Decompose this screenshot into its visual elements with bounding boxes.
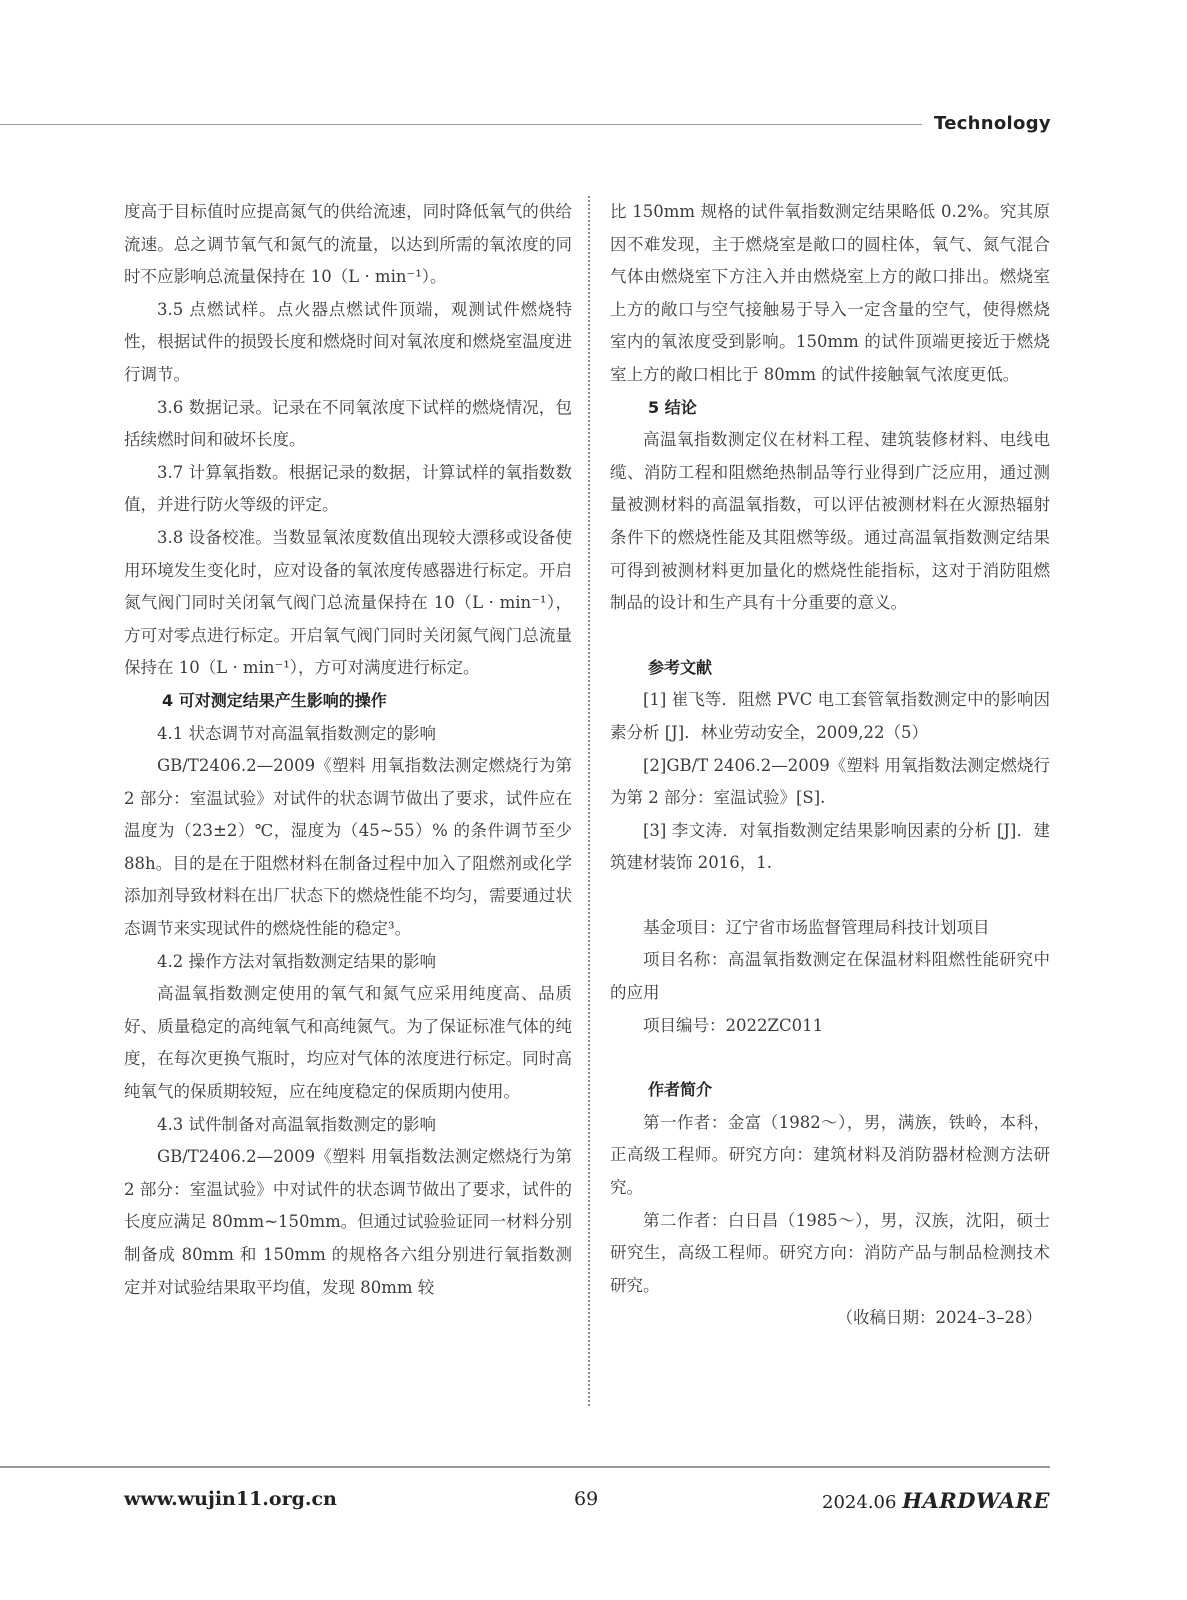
subsection-heading: 4.3 试件制备对高温氧指数测定的影响 [157,1114,436,1134]
right-column [610,196,1050,1335]
reference-item: [3] 李文涛．对氧指数测定结果影响因素的分析 [J]．建筑建材装饰 2016，1. [610,820,1050,873]
paragraph: 3.6 数据记录。记录在不同氧浓度下试样的燃烧情况，包括续燃时间和破坏长度。 [124,397,572,450]
footer-issue [822,1488,1050,1513]
received-date: （收稿日期：2024–3–28） [836,1308,1042,1328]
section-tag: Technology [934,113,1051,134]
reference-item: [2]GB/T 2406.2—2009《塑料 用氧指数法测定燃烧行为第 2 部分：室温试验》[S]. [610,755,1050,808]
magazine-name: HARDWARE [902,1488,1050,1513]
subsection-heading: 4.2 操作方法对氧指数测定结果的影响 [157,951,436,971]
paragraph: 高温氧指数测定仪在材料工程、建筑装修材料、电线电缆、消防工程和阻燃绝热制品等行业得到广泛应用，通过测量被测材料的高温氧指数，可以评估被测材料在火源热辐射条件下的燃烧性能及其阻燃等级。通过高温氧指数测定结果可得到被测材料更加量化的燃烧性能指标，这对于消防阻燃制品的设计和生产具有十分重要的意义。 [610,430,1050,613]
paragraph: 高温氧指数测定使用的氧气和氮气应采用纯度高、品质好、质量稳定的高纯氧气和高纯氮气。为了保证标准气体的纯度，在每次更换气瓶时，均应对气体的浓度进行标定。同时高纯氧气的保质期较短，应在纯度稳定的保质期内使用。 [124,984,572,1102]
footer-rule [0,1466,1050,1468]
paragraph: 3.8 设备校准。当数显氧浓度数值出现较大漂移或设备使用环境发生变化时，应对设备的氧浓度传感器进行标定。开启氮气阀门同时关闭氧气阀门总流量保持在 10（L · min⁻¹），方可对零点进行标定。开启氧气阀门同时关闭氮气阀门总流量保持在 10（L · min⁻¹），方可对满度进行标定。 [124,527,572,678]
fund-line: 项目编号：2022ZC011 [643,1015,824,1035]
reference-item: [1] 崔飞等．阻燃 PVC 电工套管氧指数测定中的影响因素分析 [J]．林业劳动安全，2009,22（5） [610,690,1050,742]
fund-line: 基金项目：辽宁省市场监督管理局科技计划项目 [643,917,990,937]
spacer [610,1042,1050,1074]
author-bio: 第一作者：金富（1982～），男，满族，铁岭，本科，正高级工程师。研究方向：建筑材料及消防器材检测方法研究。 [610,1112,1050,1198]
page-number: 69 [574,1488,599,1510]
subsection-heading: 4.1 状态调节对高温氧指数测定的影响 [157,723,436,743]
author-bio: 第二作者：白日昌（1985～），男，汉族，沈阳，硕士研究生，高级工程师。研究方向：消防产品与制品检测技术研究。 [610,1210,1050,1295]
column-divider [588,196,590,1406]
section-heading: 5 结论 [648,397,697,417]
header-rule [0,124,922,125]
issue-date: 2024.06 [822,1492,897,1513]
spacer [610,880,1050,912]
paragraph: 3.7 计算氧指数。根据记录的数据，计算试样的氧指数数值，并进行防火等级的评定。 [124,462,572,515]
paragraph: 比 150mm 规格的试件氧指数测定结果略低 0.2%。究其原因不难发现，主于燃烧室是敞口的圆柱体，氧气、氮气混合气体由燃烧室下方注入并由燃烧室上方的敞口排出。燃烧室上方的敞口与空气接触易于导入一定含量的空气，使得燃烧室内的氧浓度受到影响。150mm 的试件顶端更接近于燃烧室上方的敞口相比于 80mm 的试件接触氧气浓度更低。 [610,202,1050,384]
left-column [124,196,572,1304]
references-heading: 参考文献 [648,657,713,677]
paragraph: 3.5 点燃试样。点火器点燃试件顶端，观测试件燃烧特性，根据试件的损毁长度和燃烧时间对氧浓度和燃烧室温度进行调节。 [124,299,572,384]
paragraph: 度高于目标值时应提高氮气的供给流速，同时降低氧气的供给流速。总之调节氧气和氮气的流量，以达到所需的氧浓度的同时不应影响总流量保持在 10（L · min⁻¹）。 [124,202,572,287]
section-heading: 4 可对测定结果产生影响的操作 [162,690,387,710]
paragraph: GB/T2406.2—2009《塑料 用氧指数法测定燃烧行为第 2 部分：室温试验》对试件的状态调节做出了要求，试件应在温度为（23±2）℃，湿度为（45~55）% 的条件调节至少 88h。目的是在于阻燃材料在制备过程中加入了阻燃剂或化学添加剂导致材料在出厂状态下的燃烧性能不均匀，需要通过状态调节来实现试件的燃烧性能的稳定³。 [124,756,572,939]
author-heading: 作者简介 [648,1080,713,1100]
fund-line: 项目名称：高温氧指数测定在保温材料阻燃性能研究中的应用 [610,950,1050,1003]
paragraph: GB/T2406.2—2009《塑料 用氧指数法测定燃烧行为第 2 部分：室温试验》中对试件的状态调节做出了要求，试件的长度应满足 80mm~150mm。但通过试验验证同一材料分别制备成 80mm 和 150mm 的规格各六组分别进行氧指数测定并对试验结果取平均值，发现 80mm 较 [124,1147,572,1297]
spacer [610,620,1050,652]
footer-url: www.wujin11.org.cn [124,1488,337,1510]
